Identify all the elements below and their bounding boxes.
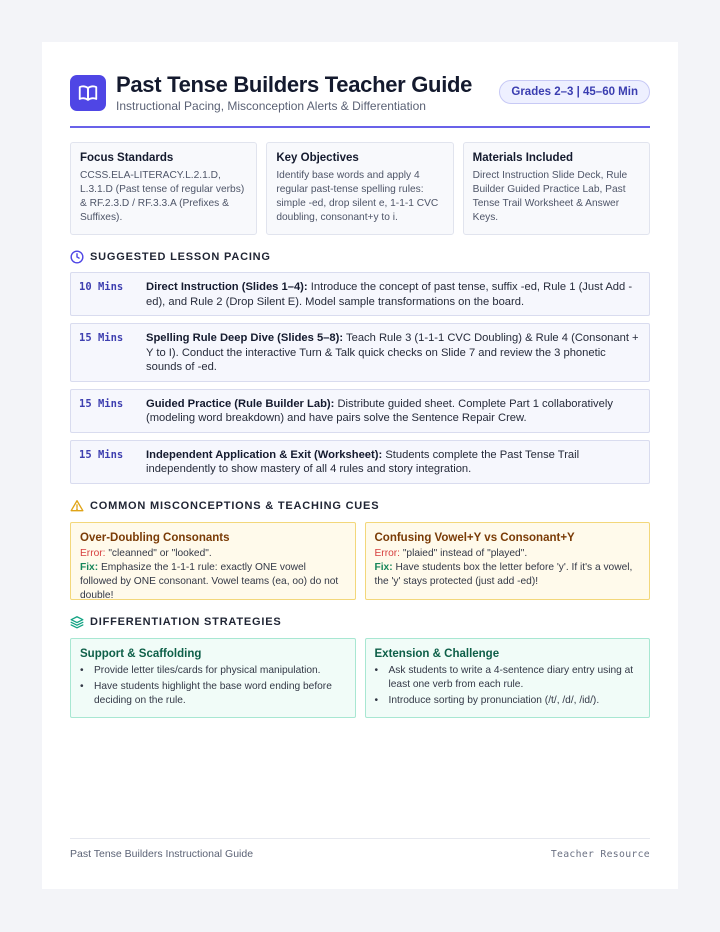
open-book-icon (70, 75, 106, 111)
differentiation-heading (70, 615, 650, 629)
key-objectives-card (266, 142, 453, 235)
list-item: • Provide letter tiles/cards for physical manipulation. (80, 664, 346, 678)
card-heading: Materials Included (472, 152, 573, 164)
differentiation-title: Extension & Challenge (374, 647, 500, 660)
pacing-desc: Distribute guided sheet. Complete Part 1 collaboratively (modeling word breakdown) and have pairs solve the Sentence Repair Crew. (146, 397, 613, 424)
error-text: "plaied" instead of "played". (402, 547, 528, 559)
misconception-error (80, 547, 346, 561)
error-label: Error: (374, 547, 400, 559)
differentiation-list (80, 664, 346, 708)
support-card (70, 638, 356, 718)
misconception-fix (80, 561, 346, 603)
pacing-desc: Students complete the Past Tense Trail independently to show mastery of all 4 rules and story integration. (146, 448, 580, 475)
card-body: Identify base words and apply 4 regular past-tense spelling rules: simple -ed, drop silent e, 1-1-1 CVC doubling, consonant+y to i. (276, 170, 439, 223)
fix-label: Fix: (80, 561, 99, 573)
footer-left-text: Past Tense Builders Instructional Guide (70, 848, 254, 860)
pacing-row (70, 389, 650, 433)
card-body: Direct Instruction Slide Deck, Rule Builder Guided Practice Lab, Past Tense Trail Worksheet & Answer Keys. (472, 170, 628, 223)
pacing-row (70, 272, 650, 316)
grade-time-badge: Grades 2–3 | 45–60 Min (499, 80, 650, 104)
pacing-title: Independent Application & Exit (Worksheet): (146, 448, 383, 461)
fix-label: Fix: (374, 561, 393, 573)
page-title: Past Tense Builders Teacher Guide (116, 72, 473, 97)
pacing-heading-text: SUGGESTED LESSON PACING (90, 251, 271, 263)
guide-page (42, 42, 678, 889)
differentiation-list (375, 664, 641, 708)
pacing-row (70, 323, 650, 382)
clock-icon (70, 250, 84, 264)
misconception-card (365, 522, 651, 600)
misconception-card (70, 522, 356, 600)
fix-text: Emphasize the 1-1-1 rule: exactly ONE vowel followed by ONE consonant. Vowel teams (ea, oo) do not double! (80, 561, 339, 601)
materials-card (463, 142, 650, 235)
header-divider (70, 126, 650, 128)
misconceptions-heading (70, 499, 650, 513)
misconception-fix (375, 561, 641, 589)
layers-icon (70, 615, 84, 629)
pacing-text (146, 331, 640, 375)
header-left (70, 72, 472, 113)
card-body: CCSS.ELA-LITERACY.L.2.1.D, L.3.1.D (Past tense of regular verbs) & RF.2.3.D / RF.3.3.A (Prefixes & Suffixes). (80, 170, 245, 223)
pacing-time: 15 Mins (79, 397, 124, 410)
pacing-desc: Introduce the concept of past tense, suffix -ed, Rule 1 (Just Add -ed), and Rule 2 (Drop Silent E). Model sample transformations on the board. (146, 281, 633, 308)
extension-card (365, 638, 651, 718)
pacing-title: Spelling Rule Deep Dive (Slides 5–8): (146, 332, 344, 344)
warning-triangle-icon (70, 499, 84, 513)
differentiation-title: Support & Scaffolding (80, 647, 202, 660)
misconception-error (375, 547, 641, 561)
error-label: Error: (80, 547, 106, 559)
pacing-time: 10 Mins (79, 281, 124, 293)
focus-standards-card (70, 142, 257, 235)
pacing-text (146, 397, 640, 426)
header (70, 72, 650, 113)
misconception-cards (70, 522, 650, 600)
pacing-time: 15 Mins (79, 448, 124, 461)
list-item: • Introduce sorting by pronunciation (/t/, /d/, /id/). (375, 694, 641, 708)
page-subtitle: Instructional Pacing, Misconception Alerts & Differentiation (116, 99, 426, 113)
error-text: "cleanned" or "looked". (108, 547, 212, 559)
footer-right-text: Teacher Resource (550, 848, 650, 860)
pacing-desc: Teach Rule 3 (1-1-1 CVC Doubling) & Rule 4 (Consonant + Y to I). Conduct the interactive Turn & Talk quick checks on Slide 7 and review the 3 phonetic sounds of -ed. (146, 332, 639, 373)
differentiation-cards (70, 638, 650, 718)
pacing-title: Direct Instruction (Slides 1–4): (146, 281, 308, 293)
pacing-text (146, 280, 640, 309)
pacing-list (70, 272, 650, 484)
title-block (116, 72, 472, 113)
pacing-time: 15 Mins (79, 332, 124, 344)
differentiation-heading-text: DIFFERENTIATION STRATEGIES (90, 615, 282, 628)
pacing-text (146, 448, 640, 477)
overview-cards (70, 142, 650, 235)
fix-text: Have students box the letter before 'y'. If it's a vowel, the 'y' stays protected (just add -ed)! (374, 561, 633, 587)
misconceptions-heading-text: COMMON MISCONCEPTIONS & TEACHING CUES (90, 499, 380, 512)
card-heading: Key Objectives (276, 152, 359, 164)
pacing-title: Guided Practice (Rule Builder Lab): (146, 397, 335, 410)
list-item: • Have students highlight the base word ending before deciding on the rule. (80, 680, 346, 708)
pacing-heading (70, 250, 650, 264)
pacing-row (70, 440, 650, 484)
misconception-title: Confusing Vowel+Y vs Consonant+Y (374, 531, 575, 544)
page-footer (70, 838, 650, 860)
misconception-title: Over-Doubling Consonants (80, 531, 230, 544)
list-item: • Ask students to write a 4-sentence diary entry using at least one verb from each rule. (375, 664, 641, 692)
card-heading: Focus Standards (80, 152, 174, 164)
